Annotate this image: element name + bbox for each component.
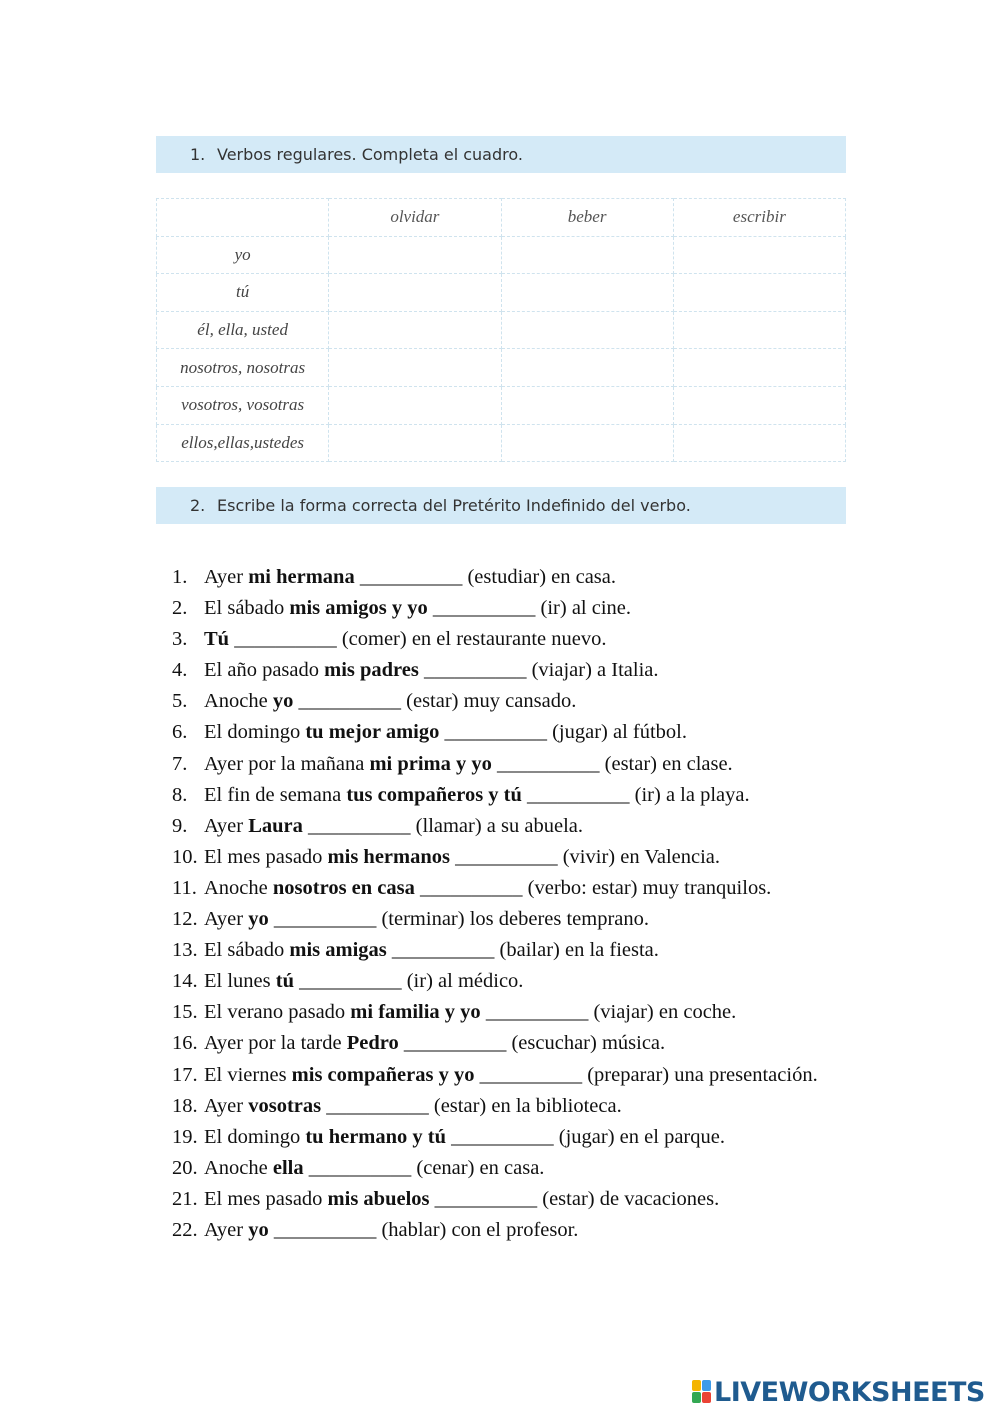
exercise-list bbox=[172, 562, 872, 1246]
exercise-item bbox=[172, 811, 872, 842]
exercise-number: 4. bbox=[172, 659, 188, 682]
exercise-text-after: (viajar) a Italia. bbox=[526, 659, 659, 682]
table-answer-cell[interactable] bbox=[329, 274, 501, 312]
exercise-number: 10. bbox=[172, 845, 198, 868]
table-answer-cell[interactable] bbox=[501, 274, 673, 312]
exercise-number: 18. bbox=[172, 1094, 198, 1117]
exercise-blank[interactable]: __________ bbox=[234, 628, 337, 651]
exercise-item bbox=[172, 1028, 872, 1059]
section-1-number: 1. bbox=[190, 145, 206, 164]
exercise-subject: ella bbox=[272, 1156, 304, 1179]
table-row-label: nosotros, nosotras bbox=[157, 349, 329, 387]
exercise-blank[interactable]: __________ bbox=[497, 752, 600, 775]
table-answer-cell[interactable] bbox=[329, 386, 501, 424]
exercise-number: 19. bbox=[172, 1125, 198, 1148]
table-answer-cell[interactable] bbox=[673, 236, 845, 274]
table-answer-cell[interactable] bbox=[329, 349, 501, 387]
table-corner-cell bbox=[157, 199, 329, 237]
exercise-number: 9. bbox=[172, 814, 188, 837]
table-answer-cell[interactable] bbox=[673, 274, 845, 312]
exercise-text-before: El mes pasado bbox=[204, 1187, 328, 1210]
exercise-item bbox=[172, 593, 872, 624]
exercise-blank[interactable]: __________ bbox=[359, 566, 463, 588]
exercise-blank[interactable]: __________ bbox=[299, 970, 402, 993]
table-row bbox=[157, 349, 846, 387]
conjugation-table bbox=[156, 198, 846, 462]
exercise-text-after: (verbo: estar) muy tranquilos. bbox=[522, 876, 772, 899]
exercise-text-after: (estar) muy cansado. bbox=[401, 690, 577, 713]
exercise-text-before: El lunes bbox=[204, 970, 276, 993]
exercise-text-after: (llamar) a su abuela. bbox=[410, 814, 584, 837]
exercise-blank[interactable]: __________ bbox=[423, 659, 527, 682]
exercise-subject: mis amigos y yo bbox=[289, 597, 428, 620]
table-answer-cell[interactable] bbox=[329, 311, 501, 349]
exercise-item bbox=[172, 1091, 872, 1122]
exercise-blank[interactable]: __________ bbox=[455, 845, 558, 868]
table-row bbox=[157, 424, 846, 462]
table-answer-cell[interactable] bbox=[329, 236, 501, 274]
exercise-item bbox=[172, 1184, 872, 1215]
table-row bbox=[157, 274, 846, 312]
exercise-text-after: (ir) al cine. bbox=[535, 597, 632, 620]
table-answer-cell[interactable] bbox=[673, 349, 845, 387]
exercise-subject: mi prima y yo bbox=[369, 752, 492, 775]
table-column-header: beber bbox=[501, 199, 673, 237]
exercise-text-before: Anoche bbox=[204, 690, 273, 713]
table-answer-cell[interactable] bbox=[673, 386, 845, 424]
exercise-text-after: (comer) en el restaurante nuevo. bbox=[336, 628, 607, 651]
section-2-number: 2. bbox=[190, 496, 206, 515]
exercise-subject: yo bbox=[272, 690, 294, 713]
exercise-number: 13. bbox=[172, 939, 198, 962]
exercise-text-after: (vivir) en Valencia. bbox=[557, 845, 721, 868]
exercise-item bbox=[172, 780, 872, 811]
table-answer-cell[interactable] bbox=[673, 311, 845, 349]
exercise-item bbox=[172, 1153, 872, 1184]
exercise-item bbox=[172, 1060, 872, 1091]
exercise-item bbox=[172, 873, 872, 904]
table-answer-cell[interactable] bbox=[501, 424, 673, 462]
exercise-number: 22. bbox=[172, 1218, 198, 1241]
exercise-text-before: Ayer por la mañana bbox=[204, 752, 370, 775]
exercise-text-before: El mes pasado bbox=[204, 845, 328, 868]
exercise-subject: Laura bbox=[248, 814, 303, 837]
exercise-subject: yo bbox=[248, 1218, 269, 1241]
exercise-item bbox=[172, 904, 872, 935]
table-row-label: él, ella, usted bbox=[157, 311, 329, 349]
exercise-blank[interactable]: __________ bbox=[420, 876, 523, 899]
exercise-text-after: (estar) en clase. bbox=[599, 752, 733, 775]
exercise-number: 3. bbox=[172, 628, 188, 651]
exercise-text-before: El domingo bbox=[204, 1125, 306, 1148]
exercise-text-after: (hablar) con el profesor. bbox=[376, 1218, 579, 1241]
exercise-number: 21. bbox=[172, 1187, 198, 1210]
exercise-text-before: Ayer bbox=[204, 566, 249, 588]
exercise-blank[interactable]: __________ bbox=[308, 814, 411, 837]
exercise-number: 5. bbox=[172, 690, 188, 713]
table-answer-cell[interactable] bbox=[501, 311, 673, 349]
exercise-item bbox=[172, 1122, 872, 1153]
exercise-text-before: Ayer bbox=[204, 1218, 249, 1241]
exercise-text-before: Ayer bbox=[204, 1094, 249, 1117]
exercise-text-before: Ayer por la tarde bbox=[204, 1032, 347, 1055]
section-2-header bbox=[156, 487, 846, 524]
exercise-item bbox=[172, 749, 872, 780]
exercise-number: 8. bbox=[172, 783, 188, 806]
table-row bbox=[157, 311, 846, 349]
exercise-item bbox=[172, 1215, 872, 1246]
exercise-item bbox=[172, 655, 872, 686]
exercise-text-before: El sábado bbox=[204, 939, 290, 962]
exercise-item bbox=[172, 842, 872, 873]
exercise-blank[interactable]: __________ bbox=[479, 1063, 583, 1086]
exercise-blank[interactable]: __________ bbox=[485, 1001, 589, 1024]
exercise-item bbox=[172, 717, 872, 748]
exercise-item bbox=[172, 562, 872, 593]
exercise-text-after: (viajar) en coche. bbox=[588, 1001, 737, 1024]
exercise-text-before: El año pasado bbox=[204, 659, 325, 682]
exercise-text-after: (bailar) en la fiesta. bbox=[494, 939, 659, 962]
table-answer-cell[interactable] bbox=[501, 349, 673, 387]
section-1-header bbox=[156, 136, 846, 173]
table-header-row bbox=[157, 199, 846, 237]
exercise-blank[interactable]: __________ bbox=[308, 1156, 412, 1179]
table-answer-cell[interactable] bbox=[329, 424, 501, 462]
exercise-subject: mis hermanos bbox=[327, 845, 450, 868]
exercise-blank[interactable]: __________ bbox=[451, 1125, 554, 1148]
exercise-blank[interactable]: __________ bbox=[298, 690, 402, 713]
table-row bbox=[157, 386, 846, 424]
exercise-item bbox=[172, 624, 872, 655]
exercise-number: 6. bbox=[172, 721, 188, 744]
exercise-subject: mis compañeras y yo bbox=[291, 1063, 475, 1086]
exercise-number: 2. bbox=[172, 597, 188, 620]
table-column-header: escribir bbox=[673, 199, 845, 237]
exercise-text-after: (jugar) al fútbol. bbox=[546, 721, 688, 744]
exercise-number: 15. bbox=[172, 1001, 198, 1024]
exercise-number: 16. bbox=[172, 1032, 198, 1055]
exercise-text-before: Anoche bbox=[204, 876, 273, 899]
exercise-subject: mis padres bbox=[324, 659, 419, 682]
exercise-text-after: (ir) a la playa. bbox=[629, 783, 750, 806]
table-answer-cell[interactable] bbox=[673, 424, 845, 462]
exercise-blank[interactable]: __________ bbox=[444, 721, 547, 744]
exercise-text-after: (estudiar) en casa. bbox=[462, 566, 617, 588]
exercise-number: 1. bbox=[172, 566, 188, 588]
table-column-header: olvidar bbox=[329, 199, 501, 237]
exercise-blank[interactable]: __________ bbox=[403, 1032, 507, 1055]
exercise-number: 11. bbox=[172, 876, 197, 899]
table-row-label: yo bbox=[157, 236, 329, 274]
exercise-subject: tu mejor amigo bbox=[305, 721, 440, 744]
table-answer-cell[interactable] bbox=[501, 386, 673, 424]
exercise-blank[interactable]: __________ bbox=[273, 1218, 377, 1241]
exercise-subject: mi hermana bbox=[248, 566, 355, 588]
exercise-text-after: (jugar) en el parque. bbox=[553, 1125, 725, 1148]
exercise-text-before: Anoche bbox=[204, 1156, 273, 1179]
exercise-blank[interactable]: __________ bbox=[391, 939, 495, 962]
table-row bbox=[157, 236, 846, 274]
liveworksheets-logo-text: LIVEWORKSHEETS bbox=[714, 1376, 985, 1408]
exercise-blank[interactable]: __________ bbox=[326, 1094, 429, 1117]
table-row-label: ellos,ellas,ustedes bbox=[157, 424, 329, 462]
exercise-blank[interactable]: __________ bbox=[273, 908, 377, 931]
exercise-subject: tus compañeros y tú bbox=[346, 783, 522, 806]
table-row-label: vosotros, vosotras bbox=[157, 386, 329, 424]
exercise-number: 14. bbox=[172, 970, 198, 993]
exercise-text-after: (escuchar) música. bbox=[506, 1032, 666, 1055]
exercise-subject: tú bbox=[275, 970, 294, 993]
exercise-text-before: El viernes bbox=[204, 1063, 292, 1086]
exercise-text-after: (preparar) una presentación. bbox=[582, 1063, 818, 1086]
exercise-subject: Tú bbox=[204, 628, 230, 651]
liveworksheets-logo-icon bbox=[692, 1380, 712, 1404]
section-2-title: Escribe la forma correcta del Pretérito Indefinido del verbo. bbox=[217, 496, 691, 515]
exercise-text-before: El verano pasado bbox=[204, 1001, 351, 1024]
exercise-blank[interactable]: __________ bbox=[527, 783, 630, 806]
exercise-text-after: (estar) en la biblioteca. bbox=[428, 1094, 622, 1117]
exercise-number: 7. bbox=[172, 752, 188, 775]
exercise-subject: Pedro bbox=[346, 1032, 399, 1055]
exercise-number: 12. bbox=[172, 908, 198, 931]
exercise-blank[interactable]: __________ bbox=[432, 597, 536, 620]
exercise-subject: yo bbox=[248, 908, 269, 931]
exercise-text-after: (ir) al médico. bbox=[401, 970, 524, 993]
exercise-text-after: (estar) de vacaciones. bbox=[537, 1187, 720, 1210]
exercise-subject: mis abuelos bbox=[327, 1187, 430, 1210]
exercise-item bbox=[172, 997, 872, 1028]
exercise-text-before: El domingo bbox=[204, 721, 306, 744]
table-row-label: tú bbox=[157, 274, 329, 312]
exercise-text-after: (terminar) los deberes temprano. bbox=[376, 908, 650, 931]
exercise-item bbox=[172, 935, 872, 966]
exercise-text-after: (cenar) en casa. bbox=[411, 1156, 545, 1179]
liveworksheets-logo bbox=[692, 1376, 985, 1408]
exercise-subject: mis amigas bbox=[289, 939, 387, 962]
exercise-item bbox=[172, 686, 872, 717]
exercise-number: 20. bbox=[172, 1156, 198, 1179]
exercise-text-before: Ayer bbox=[204, 908, 249, 931]
exercise-item bbox=[172, 966, 872, 997]
exercise-subject: tu hermano y tú bbox=[305, 1125, 447, 1148]
exercise-text-before: Ayer bbox=[204, 814, 249, 837]
exercise-number: 17. bbox=[172, 1063, 198, 1086]
exercise-subject: nosotros en casa bbox=[272, 876, 415, 899]
section-1-title: Verbos regulares. Completa el cuadro. bbox=[217, 145, 523, 164]
exercise-blank[interactable]: __________ bbox=[434, 1187, 538, 1210]
exercise-text-before: El sábado bbox=[204, 597, 290, 620]
exercise-text-before: El fin de semana bbox=[204, 783, 347, 806]
table-answer-cell[interactable] bbox=[501, 236, 673, 274]
exercise-subject: mi familia y yo bbox=[350, 1001, 481, 1024]
exercise-subject: vosotras bbox=[248, 1094, 322, 1117]
